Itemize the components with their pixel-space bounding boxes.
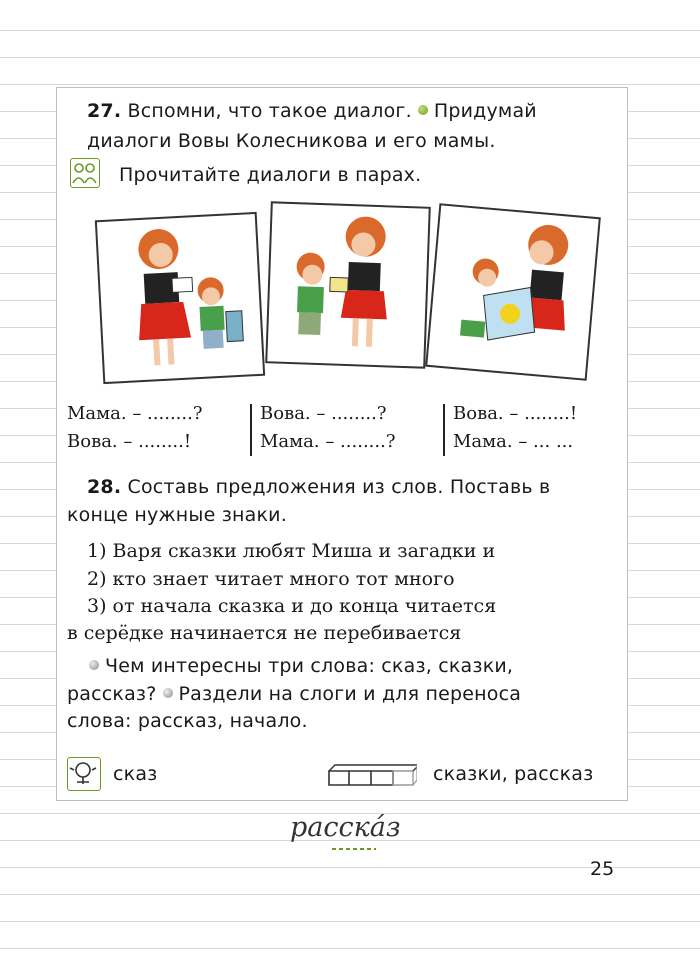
ex28-q1: Чем интересны три слова: сказ, сказки,: [105, 655, 514, 677]
ex27-line2: диалоги Вовы Колесникова и его мамы.: [87, 130, 496, 152]
cursive-word: [290, 812, 401, 843]
root-word: сказ: [113, 763, 158, 785]
dialogue-2-line-1: Вова. – ........?: [260, 403, 387, 424]
column-divider: [443, 404, 445, 456]
grey-bullet-icon: [163, 688, 173, 698]
ex28-item-3-continued: в серёдке начинается не перебивается: [67, 622, 462, 644]
ex28-q2b: Раздели на слоги и для переноса: [178, 683, 522, 705]
cursive-text: расска́з: [290, 812, 401, 843]
page-number: 25: [590, 858, 615, 880]
ex27-line1: [87, 100, 537, 122]
ex28-line2: конце нужные знаки.: [67, 504, 287, 526]
ex28-line1: [87, 476, 550, 498]
dialogue-column-3: [453, 400, 577, 456]
ex28-item-3: 3) от начала сказка и до конца читается: [87, 595, 497, 617]
picture-1-mom-reading-letter: [95, 212, 265, 384]
ex28-q2a: рассказ?: [67, 683, 157, 705]
ex28-item-1: 1) Варя сказки любят Миша и загадки и: [87, 540, 496, 562]
related-words: сказки, рассказ: [433, 763, 594, 785]
ex27-pair-instruction: Прочитайте диалоги в парах.: [119, 164, 422, 186]
dialogue-3-line-1: Вова. – ........!: [453, 403, 578, 424]
ex28-question-line2: [67, 683, 521, 705]
ex27-number: 27.: [87, 100, 122, 122]
ex28-question-line1: [83, 655, 513, 677]
ex28-question-line3: слова: рассказ, начало.: [67, 710, 308, 732]
dialogue-column-1: [67, 400, 202, 456]
ex28-text1: Составь предложения из слов. Поставь в: [127, 476, 551, 498]
word-root-icon: [67, 757, 101, 791]
dialogue-2-line-2: Мама. – ........?: [260, 431, 396, 452]
dialogue-column-2: [260, 400, 395, 456]
stress-underline: [330, 846, 378, 852]
picture-3-mom-and-sun-drawing: [425, 203, 601, 380]
exercise-card: [56, 87, 628, 801]
column-divider: [250, 404, 252, 456]
dialogue-1-line-1: Мама. – ........?: [67, 403, 203, 424]
ex28-item-2: 2) кто знает читает много тот много: [87, 568, 455, 590]
pair-work-icon: [70, 158, 100, 188]
grey-bullet-icon: [89, 660, 99, 670]
ex27-text1: Вспомни, что такое диалог.: [127, 100, 412, 122]
syllable-boxes-icon: [327, 763, 417, 791]
green-bullet-icon: [418, 105, 428, 115]
dialogue-1-line-2: Вова. – ........!: [67, 431, 192, 452]
ex27-text1b: Придумай: [433, 100, 537, 122]
picture-2-mom-and-boy: [265, 201, 431, 368]
dialogue-3-line-2: Мама. – ... ...: [453, 431, 574, 452]
ex28-number: 28.: [87, 476, 122, 498]
